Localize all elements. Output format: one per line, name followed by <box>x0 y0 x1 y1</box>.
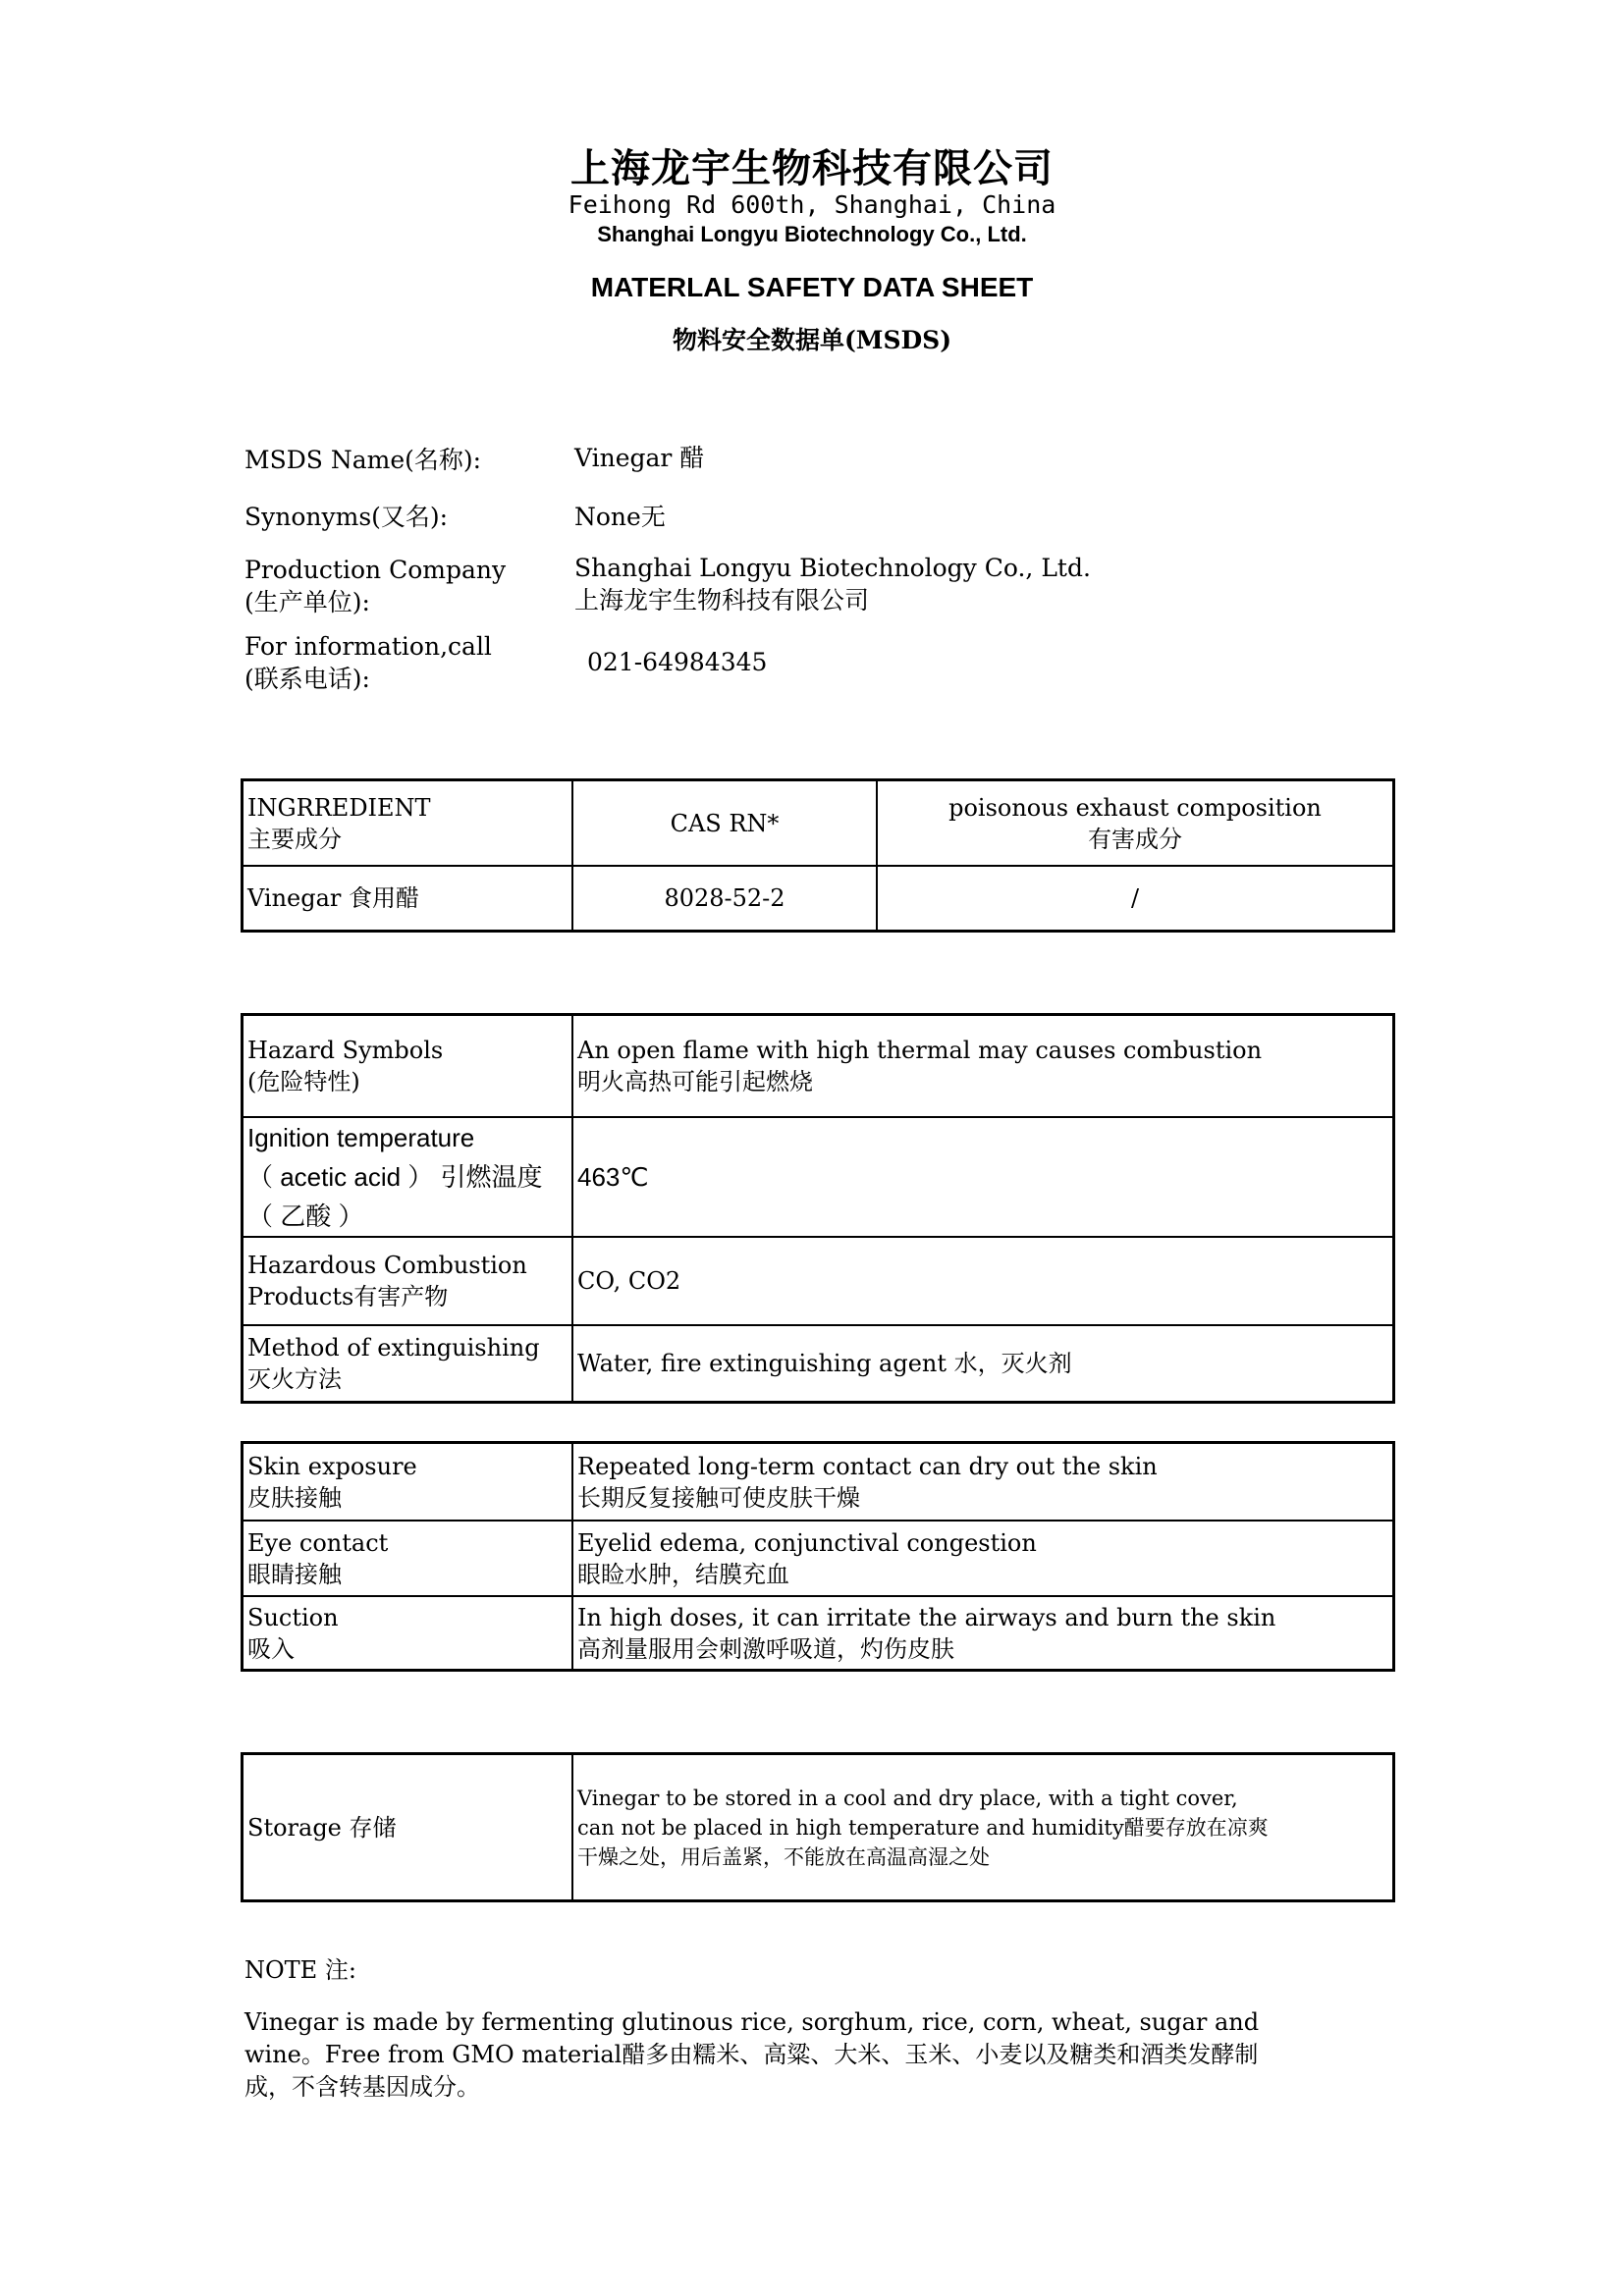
exposure-table <box>241 1441 1395 1672</box>
production-company-value: Shanghai Longyu Biotechnology Co., Ltd. 上海龙宇生物科技有限公司 <box>574 554 1091 614</box>
hazard-table <box>241 1013 1395 1404</box>
cas-number: 8028-52-2 <box>573 867 878 930</box>
note-title: NOTE 注: <box>244 1956 356 1984</box>
synonyms-value: None无 <box>574 503 666 531</box>
company-name-en: Shanghai Longyu Biotechnology Co., Ltd. <box>597 222 1027 246</box>
document-title: MATERLAL SAFETY DATA SHEET <box>590 272 1034 302</box>
ingredient-table <box>241 778 1395 933</box>
eye-label: Eye contact 眼睛接触 <box>244 1522 573 1595</box>
suction-row <box>244 1595 1392 1669</box>
company-name-cn: 上海龙宇生物科技有限公司 <box>570 145 1054 191</box>
ignition-value: 463℃ <box>577 1162 649 1192</box>
ignition-row <box>244 1116 1392 1236</box>
skin-row <box>244 1444 1392 1520</box>
combustion-label: Hazardous Combustion Products有害产物 <box>244 1238 573 1324</box>
msds-name-label: MSDS Name(名称): <box>244 446 482 474</box>
storage-table <box>241 1752 1395 1902</box>
suction-label: Suction 吸入 <box>244 1597 573 1669</box>
ingredient-header-row <box>244 781 1392 865</box>
company-address: Feihong Rd 600th, Shanghai, China <box>568 190 1056 219</box>
ingredient-header: INGRREDIENT 主要成分 <box>244 781 573 865</box>
contact-phone-label: For information,call (联系电话): <box>244 632 492 693</box>
msds-name-value: Vinegar 醋 <box>574 444 705 472</box>
extinguish-value: Water, fire extinguishing agent 水，灭火剂 <box>577 1350 1072 1377</box>
storage-value: Vinegar to be stored in a cool and dry place, with a tight cover, can not be placed in high temperature and humidity醋要存放在凉爽 干燥之处，用后盖紧，不能放在高温高湿之处 <box>577 1786 1269 1869</box>
note-body: Vinegar is made by fermenting glutinous rice, sorghum, rice, corn, wheat, sugar and wine。Free from GMO material醋多由糯米、高粱、大米、玉米、小麦以及糖类和酒类发酵制 成，不含转基因成分。 <box>244 2008 1260 2101</box>
poison-value: / <box>1130 884 1140 912</box>
storage-label: Storage 存储 <box>244 1755 573 1899</box>
suction-value: In high doses, it can irritate the airways and burn the skin 高剂量服用会刺激呼吸道，灼伤皮肤 <box>577 1603 1276 1663</box>
skin-label: Skin exposure 皮肤接触 <box>244 1444 573 1520</box>
contact-phone-value: 021-64984345 <box>587 648 768 676</box>
hazard-symbols-value: An open flame with high thermal may causes combustion 明火高热可能引起燃烧 <box>577 1037 1263 1095</box>
table-row <box>244 865 1392 930</box>
storage-row <box>244 1755 1392 1899</box>
ingredient-name: Vinegar 食用醋 <box>244 867 573 930</box>
combustion-value: CO, CO2 <box>577 1267 681 1295</box>
eye-row <box>244 1520 1392 1595</box>
synonyms-label: Synonyms(又名): <box>244 503 449 531</box>
hazard-symbols-row <box>244 1016 1392 1116</box>
skin-value: Repeated long-term contact can dry out the skin 长期反复接触可使皮肤干燥 <box>577 1452 1158 1512</box>
production-company-label: Production Company (生产单位): <box>244 556 507 616</box>
eye-value: Eyelid edema, conjunctival congestion 眼睑水肿，结膜充血 <box>577 1528 1037 1588</box>
hazard-symbols-label: Hazard Symbols (危险特性) <box>244 1016 573 1116</box>
poison-header: poisonous exhaust composition 有害成分 <box>948 793 1322 853</box>
combustion-row <box>244 1236 1392 1324</box>
ignition-label: Ignition temperature （ acetic acid ） 引燃温度 （ 乙酸 ） <box>244 1118 573 1236</box>
document-subtitle: 物料安全数据单(MSDS) <box>672 326 952 354</box>
extinguish-label: Method of extinguishing 灭火方法 <box>244 1326 573 1401</box>
cas-header: CAS RN* <box>573 781 878 865</box>
extinguish-row <box>244 1324 1392 1401</box>
